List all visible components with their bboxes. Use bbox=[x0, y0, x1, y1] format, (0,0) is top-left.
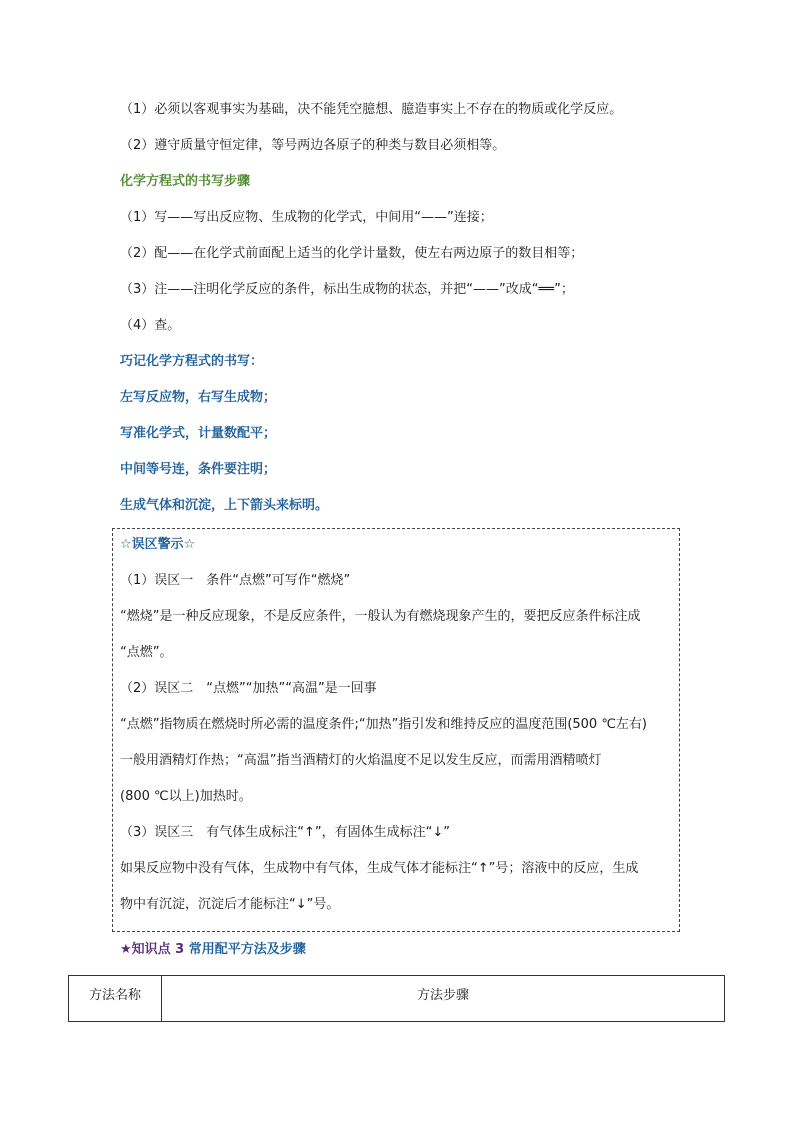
mnemonic-title: 巧记化学方程式的书写： bbox=[120, 354, 264, 369]
rule-1: （1）必须以客观事实为基础，决不能凭空臆想、臆造事实上不存在的物质或化学反应。 bbox=[120, 102, 623, 117]
warning-title: ☆误区警示☆ bbox=[120, 537, 196, 552]
mnemonic-line-1: 左写反应物，右写生成物； bbox=[120, 390, 277, 405]
step-3: （3）注——注明化学反应的条件，标出生成物的状态，并把“——”改成“══”； bbox=[120, 282, 574, 297]
knowledge-point-title: 常用配平方法及步骤 bbox=[188, 942, 306, 957]
rule-2: （2）遵守质量守恒定律，等号两边各原子的种类与数目必须相等。 bbox=[120, 138, 506, 153]
warning-3-title: （3）误区三 有气体生成标注“↑”，有固体生成标注“↓” bbox=[120, 825, 450, 840]
warning-1-body: “燃烧”是一种反应现象，不是反应条件，一般认为有燃烧现象产生的，要把反应条件标注成 bbox=[120, 609, 641, 624]
warning-2-title: （2）误区二 “点燃”“加热”“高温”是一回事 bbox=[120, 681, 377, 696]
knowledge-point-3-heading bbox=[120, 941, 306, 959]
step-1: （1）写——写出反应物、生成物的化学式，中间用“——”连接； bbox=[120, 210, 493, 225]
warning-2-body-cont: 一般用酒精灯作热；“高温”指当酒精灯的火焰温度不足以发生反应，而需用酒精喷灯 bbox=[120, 753, 602, 768]
warning-1-body-cont: “点燃”。 bbox=[120, 645, 173, 660]
methods-table bbox=[68, 975, 725, 1022]
mnemonic-line-4: 生成气体和沉淀，上下箭头来标明。 bbox=[120, 498, 329, 513]
warning-2-body: “点燃”指物质在燃烧时所必需的温度条件;“加热”指引发和维持反应的温度范围(500 ℃左右) bbox=[120, 717, 648, 732]
warning-3-body: 如果反应物中没有气体，生成物中有气体，生成气体才能标注“↑”号；溶液中的反应，生成 bbox=[120, 861, 639, 876]
warning-3-body-cont: 物中有沉淀，沉淀后才能标注“↓”号。 bbox=[120, 897, 340, 912]
steps-heading: 化学方程式的书写步骤 bbox=[120, 174, 251, 189]
knowledge-point-label: 知识点 3 bbox=[131, 942, 185, 957]
warning-1-title: （1）误区一 条件“点燃”可写作“燃烧” bbox=[120, 573, 351, 588]
column-header-method-steps: 方法步骤 bbox=[162, 976, 725, 1022]
column-header-method-name: 方法名称 bbox=[69, 976, 162, 1022]
step-2: （2）配——在化学式前面配上适当的化学计量数，使左右两边原子的数目相等； bbox=[120, 246, 584, 261]
step-4: （4）查。 bbox=[120, 318, 181, 333]
warning-box bbox=[112, 528, 680, 932]
mnemonic-line-3: 中间等号连，条件要注明； bbox=[120, 462, 277, 477]
mnemonic-line-2: 写准化学式，计量数配平； bbox=[120, 426, 277, 441]
star-icon: ★ bbox=[120, 942, 132, 957]
warning-2-body-end: (800 ℃以上)加热时。 bbox=[120, 789, 252, 804]
table-header-row bbox=[69, 976, 725, 1022]
